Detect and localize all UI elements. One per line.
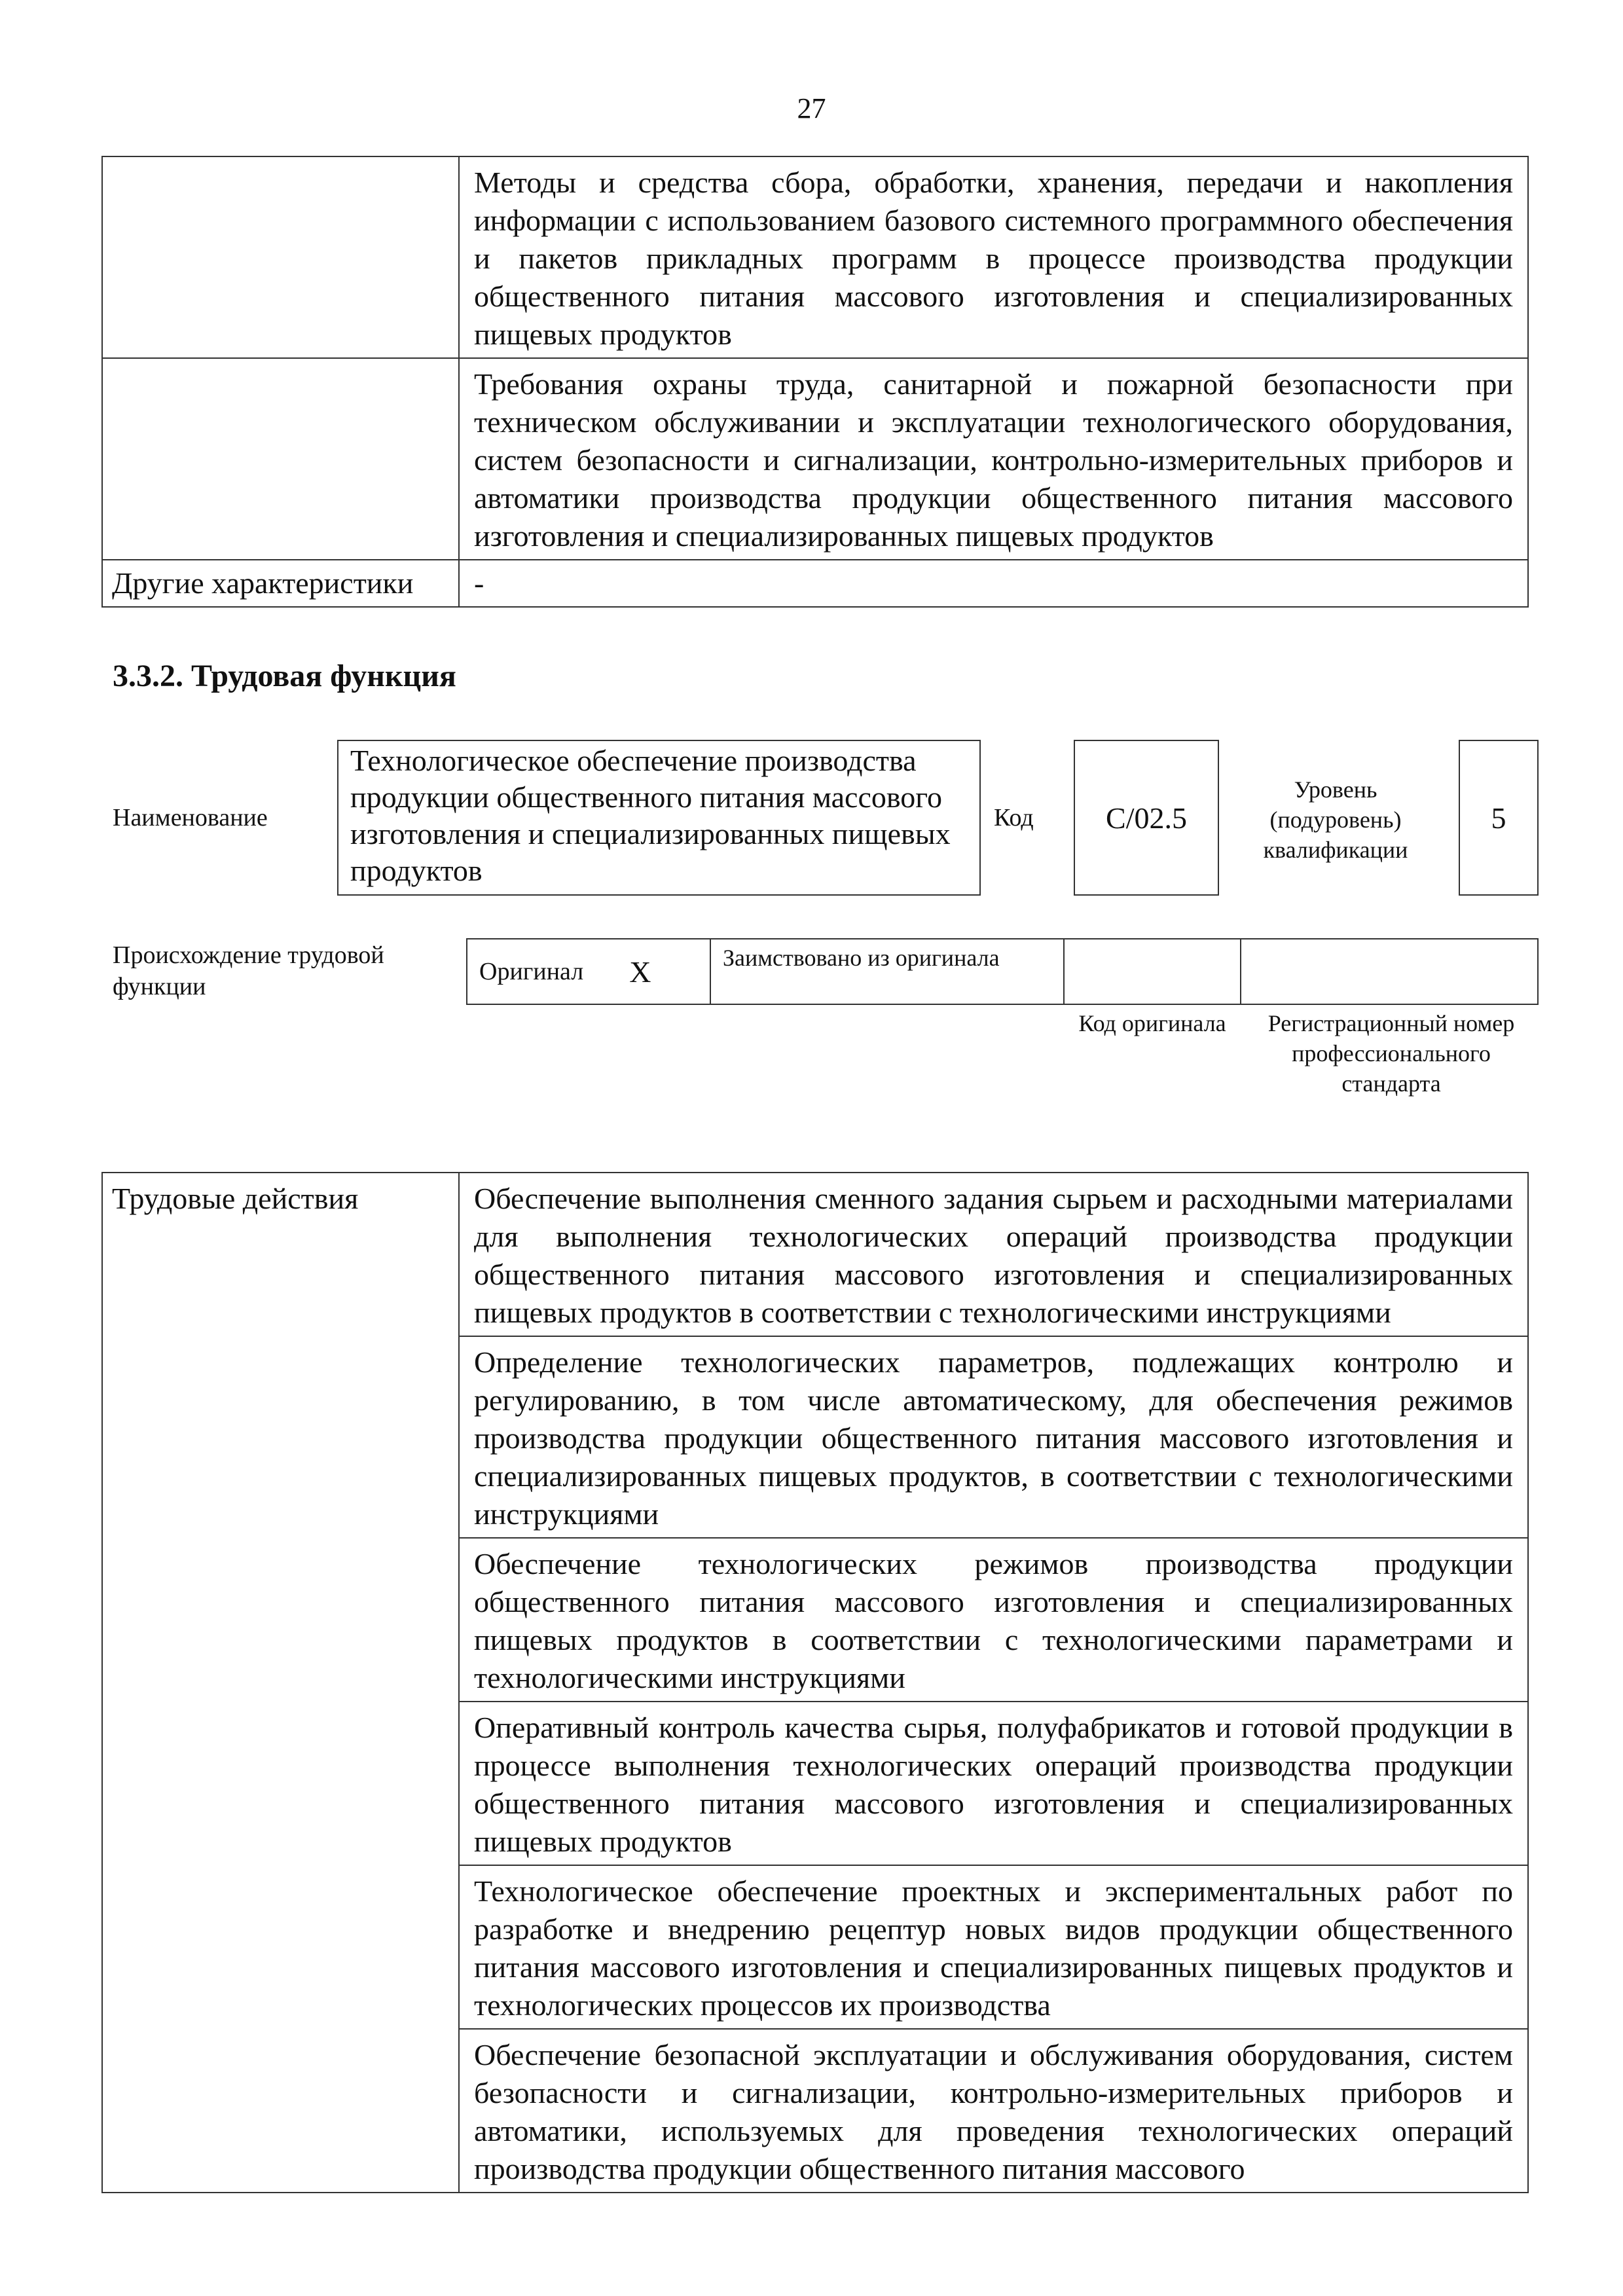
action-text: Определение технологических параметров, подлежащих контролю и регулированию, в том числе автоматическому, для обеспечения режимов производства продукции общественного питания массового изготовления и специализированных пищевых продуктов, в соответствии с технологическими инструкциями bbox=[474, 1345, 1513, 1531]
action-text: Обеспечение безопасной эксплуатации и обслуживания оборудования, систем безопасности и сигнализации, контрольно-измерительных приборов и автоматики, используемых для проведения технологических операций производства продукции общественного питания массового bbox=[474, 2038, 1513, 2185]
table-row bbox=[102, 1173, 1528, 1336]
table-row bbox=[102, 358, 1528, 560]
table-cell bbox=[459, 1336, 1528, 1538]
action-text: Обеспечение выполнения сменного задания сырьем и расходными материалами для выполнения технологических операций производства продукции общественного питания массового изготовления и специализированных пищевых продуктов в соответствии с технологическими инструкциями bbox=[474, 1182, 1513, 1329]
table-cell-empty bbox=[102, 358, 459, 560]
action-text: Обеспечение технологических режимов производства продукции общественного питания массового изготовления и специализированных пищевых продуктов в соответствии с технологическими параметрами и технологическими инструкциями bbox=[474, 1547, 1513, 1694]
table-cell bbox=[459, 1538, 1528, 1702]
level-value-box: 5 bbox=[1459, 740, 1539, 896]
table-cell-empty bbox=[102, 156, 459, 358]
table-cell bbox=[459, 156, 1528, 358]
table-cell bbox=[459, 1173, 1528, 1336]
origin-label: Происхождение трудовой функции bbox=[113, 941, 384, 1000]
table-cell bbox=[459, 560, 1528, 607]
action-text: Технологическое обеспечение проектных и экспериментальных работ по разработке и внедрению рецептур новых видов продукции общественного питания массового изготовления и специализированных пищевых продуктов и технологических процессов их производства bbox=[474, 1874, 1513, 2022]
knowledge-text: Методы и средства сбора, обработки, хранения, передачи и накопления информации с использованием базового системного программного обеспечения и пакетов прикладных программ в процессе производства продукции общественного питания массового изготовления и специализированных пищевых продуктов bbox=[474, 166, 1513, 351]
knowledge-text: Требования охраны труда, санитарной и пожарной безопасности при техническом обслуживании и эксплуатации технологического оборудования, систем безопасности и сигнализации, контрольно-измерительных приборов и автоматики производства продукции общественного питания массового изготовления и специализированных пищевых продуктов bbox=[474, 367, 1513, 553]
knowledge-table bbox=[101, 156, 1529, 608]
page-number: 27 bbox=[797, 92, 826, 124]
reg-number-label: Регистрационный номер профессионального стандарта bbox=[1267, 1010, 1515, 1097]
borrowed-label: Заимствовано из оригинала bbox=[711, 939, 1065, 1004]
actions-label: Трудовые действия bbox=[112, 1182, 359, 1215]
table-cell bbox=[459, 1865, 1528, 2029]
code-value-box: C/02.5 bbox=[1074, 740, 1219, 896]
origin-row bbox=[466, 938, 1539, 1005]
name-label: Наименование bbox=[113, 804, 268, 831]
table-cell bbox=[459, 1702, 1528, 1865]
action-text: Оперативный контроль качества сырья, полуфабрикатов и готовой продукции в процессе выполнения технологических операций производства продукции общественного питания массового изготовления и специализированных пищевых продуктов bbox=[474, 1711, 1513, 1858]
level-label: Уровень (подуровень) квалификации bbox=[1263, 776, 1408, 863]
reg-number-cell bbox=[1241, 939, 1537, 1004]
table-cell bbox=[459, 358, 1528, 560]
other-characteristics-value: - bbox=[474, 566, 484, 600]
other-characteristics-label: Другие характеристики bbox=[112, 566, 414, 600]
function-name-box: Технологическое обеспечение производства продукции общественного питания массового изготовления и специализированных пищевых продуктов bbox=[337, 740, 981, 896]
table-cell bbox=[459, 2029, 1528, 2193]
code-original-label: Код оригинала bbox=[1078, 1010, 1226, 1036]
code-label: Код bbox=[994, 804, 1034, 831]
section-title: 3.3.2. Трудовая функция bbox=[113, 659, 456, 693]
code-original-cell bbox=[1065, 939, 1241, 1004]
original-label: Оригинал bbox=[479, 958, 584, 985]
original-mark: X bbox=[629, 955, 651, 989]
actions-table bbox=[101, 1172, 1529, 2193]
table-row bbox=[102, 560, 1528, 607]
table-row bbox=[102, 156, 1528, 358]
table-cell bbox=[102, 1173, 459, 2193]
original-cell bbox=[467, 939, 711, 1004]
table-cell bbox=[102, 560, 459, 607]
